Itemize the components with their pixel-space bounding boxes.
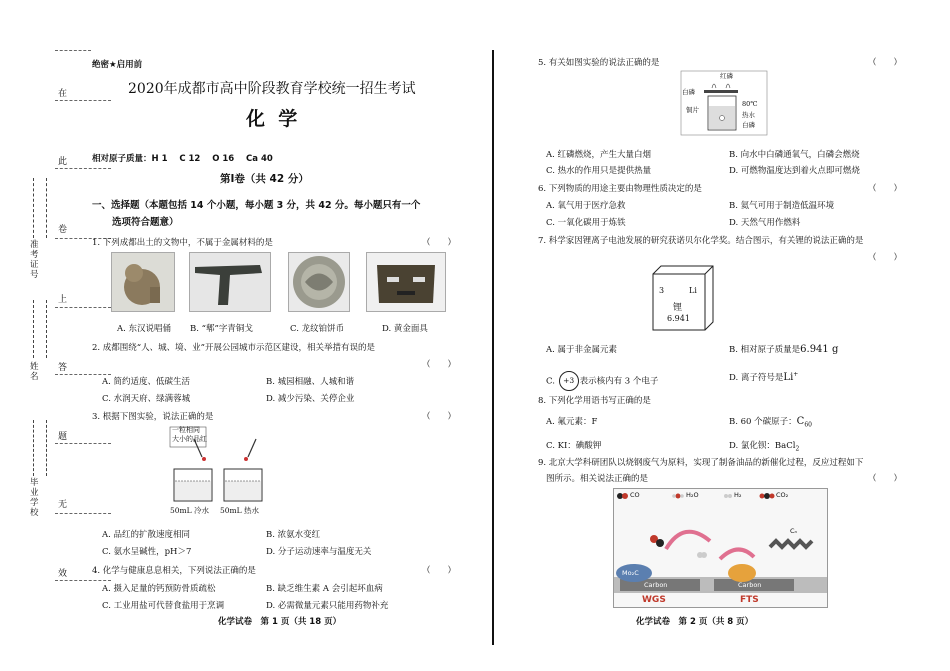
q3-fig-caption-hot: 50mL 热水: [220, 506, 260, 515]
q7-stem: 7. 科学家因锂离子电池发展的研究获诺贝尔化学奖。结合图示，有关锂的说法正确的是: [538, 236, 864, 246]
q9-legend-h2o: H₂O: [686, 491, 699, 499]
q8-option-b[interactable]: [729, 415, 812, 429]
section-heading-cont: 选项符合题意）: [112, 217, 179, 228]
q4-answer-paren: （ ）: [422, 566, 457, 576]
q9-figure: [613, 488, 828, 608]
q1-image-c: [288, 252, 350, 312]
atomic-masses: 相对原子质量：H 1 C 12 O 16 Ca 40: [92, 154, 273, 164]
q5-stem: 5. 有关如图实验的说法正确的是: [538, 58, 660, 68]
strip-line: [55, 580, 111, 581]
q7-option-b[interactable]: [729, 343, 838, 355]
field-line: [33, 420, 35, 476]
q9-fts-label: FTS: [740, 595, 759, 605]
field-label-exam-id: 准考证号: [30, 240, 39, 280]
page-divider: [492, 50, 494, 645]
q7-option-d-value: Li: [783, 372, 794, 383]
q7-option-c-text: C.: [546, 376, 555, 387]
strip-line: [55, 443, 111, 444]
q7-element-symbol: Li: [689, 286, 697, 295]
q3-fig-caption-cold: 50mL 冷水: [170, 506, 210, 515]
strip-char: 无: [58, 500, 68, 510]
q1-answer-paren: （ ）: [422, 238, 457, 248]
q8-option-d[interactable]: D. 氯化钡：BaCl$_2$: [729, 441, 800, 453]
q6-stem: 6. 下列物质的用途主要由物理性质决定的是: [538, 184, 702, 194]
q9-stem-cont: 图所示。相关说法正确的是: [546, 474, 649, 484]
q4-stem: 4. 化学与健康息息相关，下列说法正确的是: [92, 566, 256, 576]
field-label-school: 毕业学校: [30, 478, 39, 518]
q5-fig-label: 热水: [742, 111, 755, 119]
q3-fig-label: 大小的品红: [172, 435, 207, 443]
q5-option-b[interactable]: B. 向水中白磷通氧气，白磷会燃烧: [729, 150, 860, 160]
subject-title: 化 学: [246, 108, 298, 130]
q3-fig-label: 一粒相同: [172, 426, 200, 434]
q7-option-a[interactable]: A. 属于非金属元素: [546, 345, 618, 355]
q5-fig-label: 白磷: [742, 121, 755, 129]
q3-option-b[interactable]: B. 浓氨水变红: [266, 530, 321, 540]
q3-stem: 3. 根据下图实验，说法正确的是: [92, 412, 214, 422]
q1-image-a: [111, 252, 175, 312]
strip-char: 此: [58, 157, 68, 167]
footer-right: 化学试卷 第 2 页（共 8 页）: [636, 617, 754, 627]
q8-option-b-formula: C: [796, 416, 805, 427]
q8-stem: 8. 下列化学用语书写正确的是: [538, 396, 651, 406]
strip-line: [55, 100, 111, 101]
q9-stem: 9. 北京大学科研团队以烧钢废气为原料，实现了制备油品的新催化过程，反应过程如下: [538, 458, 864, 468]
q5-option-a[interactable]: A. 红磷燃烧，产生大量白烟: [546, 150, 652, 160]
q7-option-d-text: D. 离子符号是: [729, 373, 784, 383]
q2-answer-paren: （ ）: [422, 360, 457, 370]
q1-image-b: [189, 252, 271, 312]
field-line: [46, 178, 48, 238]
q7-option-d[interactable]: D. 离子符号是Li+: [729, 371, 799, 383]
q8-option-b-sub: 60: [804, 421, 812, 429]
q7-option-b-value: 6.941 g: [800, 344, 839, 355]
strip-char: 效: [58, 569, 68, 579]
q5-option-d[interactable]: D. 可燃物温度达到着火点即可燃烧: [729, 166, 860, 176]
q5-fig-label: 白磷: [682, 88, 695, 96]
q9-carbon-label: Carbon: [738, 581, 762, 589]
q5-figure: [680, 70, 768, 136]
strip-char: 题: [58, 432, 68, 442]
q1-option-b[interactable]: B. “郫”字青铜戈: [190, 324, 253, 334]
q1-option-a[interactable]: A. 东汉说唱俑: [117, 324, 172, 334]
q2-option-d[interactable]: D. 减少污染、关停企业: [266, 394, 355, 404]
q9-legend-co2: CO₂: [776, 491, 789, 499]
q5-fig-label: 80℃: [742, 100, 758, 108]
part-title: 第Ⅰ卷（共 42 分）: [220, 173, 309, 185]
q5-answer-paren: （ ）: [868, 58, 903, 68]
field-line: [33, 178, 35, 238]
q2-option-a[interactable]: A. 简约适度、低碳生活: [102, 377, 191, 387]
q8-option-c[interactable]: C. KI：碘酸钾: [546, 441, 602, 451]
q6-option-d[interactable]: D. 天然气用作燃料: [729, 218, 801, 228]
q1-image-d: [366, 252, 446, 312]
q9-carbon-label: Carbon: [644, 581, 668, 589]
footer-left: 化学试卷 第 1 页（共 18 页）: [218, 617, 342, 627]
q3-option-a[interactable]: A. 品红的扩散速度相同: [102, 530, 191, 540]
q6-option-c[interactable]: C. 一氧化碳用于炼铁: [546, 218, 626, 228]
q2-stem: 2. 成都围绕“人、城、境、业”开展公园城市示范区建设，相关举措有误的是: [92, 343, 376, 353]
q5-fig-label: 铜片: [686, 106, 699, 114]
q2-option-c[interactable]: C. 水润天府、绿满蓉城: [102, 394, 191, 404]
strip-line: [55, 50, 91, 51]
q1-option-d[interactable]: D. 黄金面具: [382, 324, 428, 334]
field-label-name: 姓名: [30, 362, 39, 382]
q9-catalyst-label: Mo₂C: [622, 569, 639, 577]
q7-atomic-number: 3: [659, 286, 665, 295]
q5-option-c[interactable]: C. 热水的作用只是提供热量: [546, 166, 652, 176]
q1-option-c[interactable]: C. 龙纹铂饼币: [290, 324, 345, 334]
q3-option-d[interactable]: D. 分子运动速率与温度无关: [266, 547, 372, 557]
q4-option-d[interactable]: D. 必需微量元素只能用药物补充: [266, 601, 389, 611]
field-line: [46, 300, 48, 358]
q1-stem: 1. 下列成都出土的文物中，不属于金属材料的是: [92, 238, 273, 248]
field-line: [33, 300, 35, 358]
q2-option-b[interactable]: B. 城园相融、人城和谐: [266, 377, 355, 387]
q8-option-a[interactable]: A. 氟元素：F: [546, 417, 598, 427]
strip-char: 在: [58, 89, 68, 99]
section-heading: 一、选择题（本题包括 14 个小题，每小题 3 分，共 42 分。每小题只有一个: [92, 200, 421, 211]
q7-option-c[interactable]: [546, 371, 658, 391]
field-line: [46, 420, 48, 476]
strip-line: [55, 307, 111, 308]
q7-nucleus-icon: +3: [559, 371, 579, 391]
q9-cn-label: Cₙ: [790, 527, 798, 535]
secret-label: 绝密★启用前: [92, 60, 143, 70]
q7-element-name: 锂: [673, 303, 683, 313]
q4-option-b[interactable]: B. 缺乏维生素 A 会引起坏血病: [266, 584, 383, 594]
q7-option-c-desc: 表示核内有 3 个电子: [579, 376, 659, 387]
q6-option-a[interactable]: A. 氧气用于医疗急救: [546, 201, 626, 211]
q3-figure: [164, 425, 274, 517]
strip-char: 答: [58, 363, 68, 373]
q4-option-a[interactable]: A. 摄入足量的钙预防骨质疏松: [102, 584, 216, 594]
q9-legend-co: CO: [630, 491, 640, 499]
q9-answer-paren: （ ）: [868, 474, 903, 484]
exam-title: 2020年成都市高中阶段教育学校统一招生考试: [128, 81, 416, 97]
q7-answer-paren: （ ）: [868, 253, 903, 263]
q4-option-c[interactable]: C. 工业用盐可代替食盐用于烹调: [102, 601, 225, 611]
q3-answer-paren: （ ）: [422, 412, 457, 422]
q9-legend-h2: H₂: [734, 491, 742, 499]
strip-char: 上: [58, 295, 68, 305]
strip-char: 卷: [58, 225, 68, 235]
q3-option-c[interactable]: C. 氨水呈碱性，pH＞7: [102, 547, 192, 557]
strip-line: [55, 168, 111, 169]
q7-element-cell: [651, 264, 715, 332]
q9-wgs-label: WGS: [642, 595, 666, 605]
q7-atomic-mass: 6.941: [667, 314, 690, 323]
q8-option-d-text: D. 氯化钡：BaCl: [729, 441, 796, 451]
q7-option-b-text: B. 相对原子质量是: [729, 345, 801, 355]
q8-option-b-text: B. 60 个碳原子：: [729, 417, 797, 427]
q6-option-b[interactable]: B. 氦气可用于制造低温环境: [729, 201, 835, 211]
q6-answer-paren: （ ）: [868, 184, 903, 194]
strip-line: [55, 513, 111, 514]
q5-fig-label: 红磷: [720, 72, 733, 80]
